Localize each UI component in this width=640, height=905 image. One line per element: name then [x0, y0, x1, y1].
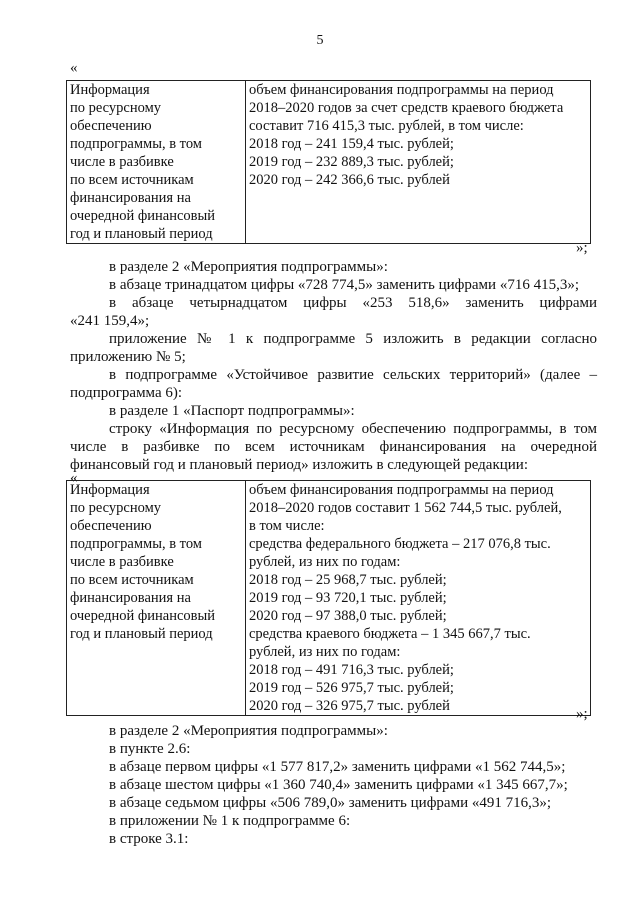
- table2-right-line: рублей, из них по годам:: [249, 644, 401, 660]
- open-quote-1: «: [70, 60, 78, 76]
- table2-left-line: обеспечению: [70, 518, 152, 534]
- section-a-line: в подпрограмме «Устойчивое развитие сельских территорий» (далее –: [109, 367, 597, 383]
- table2-left-line: по ресурсному: [70, 500, 162, 516]
- table2-right-line: 2020 год – 97 388,0 тыс. рублей;: [249, 608, 447, 624]
- section-a-line: в абзаце четырнадцатом цифры «253 518,6» заменить цифрами: [109, 295, 597, 311]
- table2-left-line: по всем источникам: [70, 572, 194, 588]
- table2-right-line: 2018 год – 491 716,3 тыс. рублей;: [249, 662, 454, 678]
- table1-left-line: по ресурсному: [70, 100, 162, 116]
- passport-table-2: [66, 480, 591, 716]
- table2-right-line: в том числе:: [249, 518, 325, 534]
- section-b-line: в приложении № 1 к подпрограмме 6:: [109, 813, 351, 829]
- table2-right-line: объем финансирования подпрограммы на период: [249, 482, 554, 498]
- close-quote-2: »;: [576, 706, 588, 722]
- table2-right-line: 2018–2020 годов составит 1 562 744,5 тыс. рублей,: [249, 500, 562, 516]
- section-a-line: «241 159,4»;: [70, 313, 150, 329]
- section-a-line: в разделе 2 «Мероприятия подпрограммы»:: [109, 259, 388, 275]
- table2-left-line: числе в разбивке: [70, 554, 174, 570]
- section-a-line: в абзаце тринадцатом цифры «728 774,5» заменить цифрами «716 415,3»;: [109, 277, 579, 293]
- table2-left-line: очередной финансовый: [70, 608, 216, 624]
- section-b-line: в разделе 2 «Мероприятия подпрограммы»:: [109, 723, 388, 739]
- table1-right-line: 2018–2020 годов за счет средств краевого бюджета: [249, 100, 564, 116]
- section-b-line: в абзаце шестом цифры «1 360 740,4» заменить цифрами «1 345 667,7»;: [109, 777, 568, 793]
- table1-right-line: объем финансирования подпрограммы на период: [249, 82, 554, 98]
- table1-right-line: составит 716 415,3 тыс. рублей, в том числе:: [249, 118, 524, 134]
- table2-right-line: 2019 год – 93 720,1 тыс. рублей;: [249, 590, 447, 606]
- table2-right-line: 2018 год – 25 968,7 тыс. рублей;: [249, 572, 447, 588]
- table1-right-line: 2019 год – 232 889,3 тыс. рублей;: [249, 154, 454, 170]
- passport-table-1: [66, 80, 591, 244]
- table1-right-line: 2020 год – 242 366,6 тыс. рублей: [249, 172, 450, 188]
- page-number: 5: [316, 33, 324, 48]
- table1-value-cell: [246, 81, 591, 244]
- section-a-line: в разделе 1 «Паспорт подпрограммы»:: [109, 403, 355, 419]
- table1-left-line: Информация: [70, 82, 150, 98]
- table1-left-line: год и плановый период: [70, 226, 213, 242]
- table1-left-line: финансирования на: [70, 190, 191, 206]
- section-b-line: в абзаце первом цифры «1 577 817,2» заменить цифрами «1 562 744,5»;: [109, 759, 566, 775]
- section-b-line: в пункте 2.6:: [109, 741, 191, 757]
- table2-label-cell: [67, 481, 246, 716]
- table2-right-line: средства федерального бюджета – 217 076,8 тыс.: [249, 536, 551, 552]
- table1-left-line: очередной финансовый: [70, 208, 216, 224]
- section-a-line: строку «Информация по ресурсному обеспечению подпрограммы, в том: [109, 421, 597, 437]
- close-quote-1: »;: [576, 240, 588, 256]
- open-quote-2: «: [70, 470, 78, 486]
- section-b-line: в строке 3.1:: [109, 831, 189, 847]
- section-a-line: подпрограмма 6):: [70, 385, 183, 401]
- table2-left-line: финансирования на: [70, 590, 191, 606]
- table1-left-line: числе в разбивке: [70, 154, 174, 170]
- table1-label-cell: [67, 81, 246, 244]
- section-a-line: финансовый год и плановый период» изложить в следующей редакции:: [70, 457, 529, 473]
- table1-right-line: 2018 год – 241 159,4 тыс. рублей;: [249, 136, 454, 152]
- table2-right-line: 2019 год – 526 975,7 тыс. рублей;: [249, 680, 454, 696]
- table2-left-line: Информация: [70, 482, 150, 498]
- table2-left-line: год и плановый период: [70, 626, 213, 642]
- section-b-line: в абзаце седьмом цифры «506 789,0» заменить цифрами «491 716,3»;: [109, 795, 552, 811]
- table2-left-line: подпрограммы, в том: [70, 536, 202, 552]
- section-a-line: приложению № 5;: [70, 349, 186, 365]
- table2-right-line: 2020 год – 326 975,7 тыс. рублей: [249, 698, 450, 714]
- table2-right-line: средства краевого бюджета – 1 345 667,7 тыс.: [249, 626, 531, 642]
- table1-left-line: подпрограммы, в том: [70, 136, 202, 152]
- table1-left-line: обеспечению: [70, 118, 152, 134]
- table2-right-line: рублей, из них по годам:: [249, 554, 401, 570]
- section-a-line: числе в разбивке по всем источникам финансирования на очередной: [70, 439, 597, 455]
- section-a-line: приложение № 1 к подпрограмме 5 изложить в редакции согласно: [109, 331, 597, 347]
- table1-left-line: по всем источникам: [70, 172, 194, 188]
- table2-value-cell: [246, 481, 591, 716]
